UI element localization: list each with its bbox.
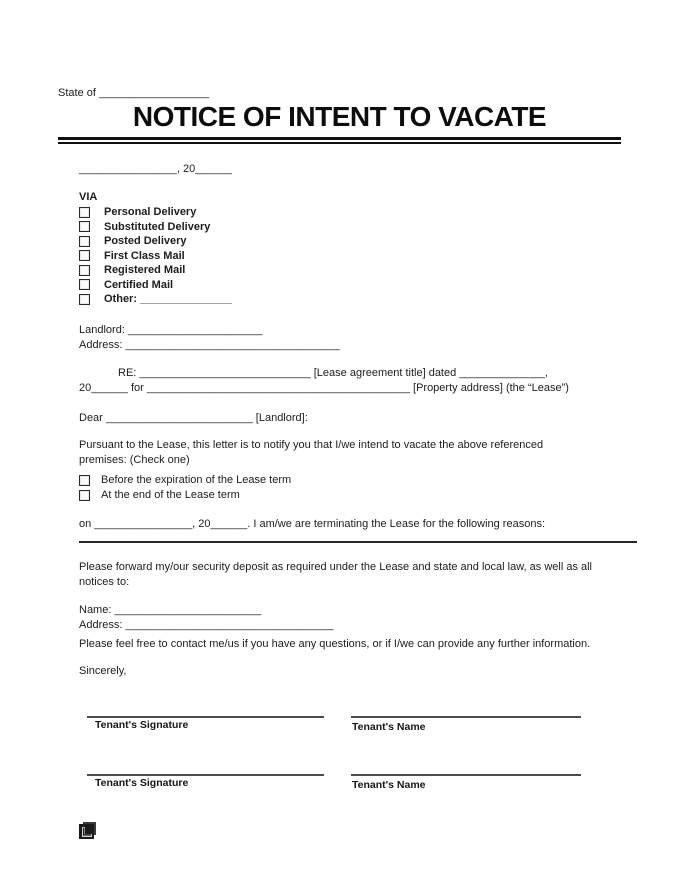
contact-line: Please feel free to contact me/us if you have any questions, or if I/we can provide any further information. [79, 638, 591, 650]
check-option-before-expiration [79, 473, 291, 487]
check-option-end-of-term [79, 488, 240, 502]
tenant-name-line-2 [351, 774, 581, 776]
via-option-label: Other: _______________ [104, 293, 232, 305]
checkbox-personal-delivery[interactable] [79, 207, 90, 218]
via-option-substituted-delivery [79, 220, 210, 234]
tenant-signature-label-2: Tenant's Signature [95, 777, 189, 789]
date-line: ________________, 20______ [79, 163, 232, 175]
forward-deposit-line-2: notices to: [79, 575, 130, 588]
forward-deposit-line-1: Please forward my/our security deposit as required under the Lease and state and local law, as well as all [79, 561, 593, 573]
via-option-other [79, 292, 232, 306]
tenant-name-line: Name: ________________________ [79, 604, 262, 616]
tenant-name-line-1 [351, 716, 581, 718]
checkbox-first-class-mail[interactable] [79, 250, 90, 261]
checkbox-before-expiration[interactable] [79, 475, 90, 486]
check-option-label: Before the expiration of the Lease term [101, 474, 292, 486]
checkbox-substituted-delivery[interactable] [79, 221, 90, 232]
checkbox-posted-delivery[interactable] [79, 236, 90, 247]
landlord-line: Landlord: ______________________ [79, 324, 263, 336]
via-option-registered-mail [79, 263, 185, 277]
via-option-first-class-mail [79, 249, 185, 263]
checkbox-other[interactable] [79, 294, 90, 305]
tenant-name-label-1: Tenant's Name [352, 721, 426, 733]
via-option-label: Personal Delivery [104, 206, 197, 218]
re-line-2: 20______ for ___________________________________________ [Property address] (the “Lease”) [79, 382, 569, 394]
check-option-label: At the end of the Lease term [101, 489, 240, 501]
state-of-line: State of __________________ [58, 87, 210, 99]
via-option-label: First Class Mail [104, 249, 185, 262]
via-option-label: Substituted Delivery [104, 220, 211, 233]
tenant-signature-label-1: Tenant's Signature [95, 719, 189, 731]
legal-templates-logo-icon [79, 822, 96, 839]
via-option-label: Certified Mail [104, 278, 174, 291]
tenant-signature-line-1 [87, 716, 324, 718]
tenant-address-line: Address: __________________________________ [79, 619, 334, 631]
checkbox-registered-mail[interactable] [79, 265, 90, 276]
tenant-name-label-2: Tenant's Name [352, 779, 426, 791]
termination-date-line: on ________________, 20______. I am/we are terminating the Lease for the following reasons: [79, 518, 545, 530]
closing-line: Sincerely, [79, 665, 127, 677]
pursuant-paragraph-line-2: premises: (Check one) [79, 453, 190, 466]
via-option-personal-delivery [79, 205, 196, 219]
checkbox-certified-mail[interactable] [79, 279, 90, 290]
via-heading: VIA [79, 191, 98, 203]
re-line-1: RE: ____________________________ [Lease agreement title] dated ______________, [118, 367, 548, 379]
landlord-address-line: Address: ___________________________________ [79, 339, 340, 351]
checkbox-end-of-term[interactable] [79, 490, 90, 501]
via-option-certified-mail [79, 278, 173, 292]
title-double-rule [58, 137, 621, 144]
pursuant-paragraph-line-1: Pursuant to the Lease, this letter is to notify you that I/we intend to vacate the above referenced [79, 439, 544, 451]
via-option-label: Posted Delivery [104, 235, 187, 247]
tenant-signature-line-2 [87, 774, 324, 776]
via-option-label: Registered Mail [104, 264, 186, 276]
salutation-line: Dear ________________________ [Landlord]: [79, 412, 308, 424]
via-option-posted-delivery [79, 234, 187, 248]
reasons-blank-line [79, 541, 637, 543]
document-title: NOTICE OF INTENT TO VACATE [132, 101, 547, 132]
